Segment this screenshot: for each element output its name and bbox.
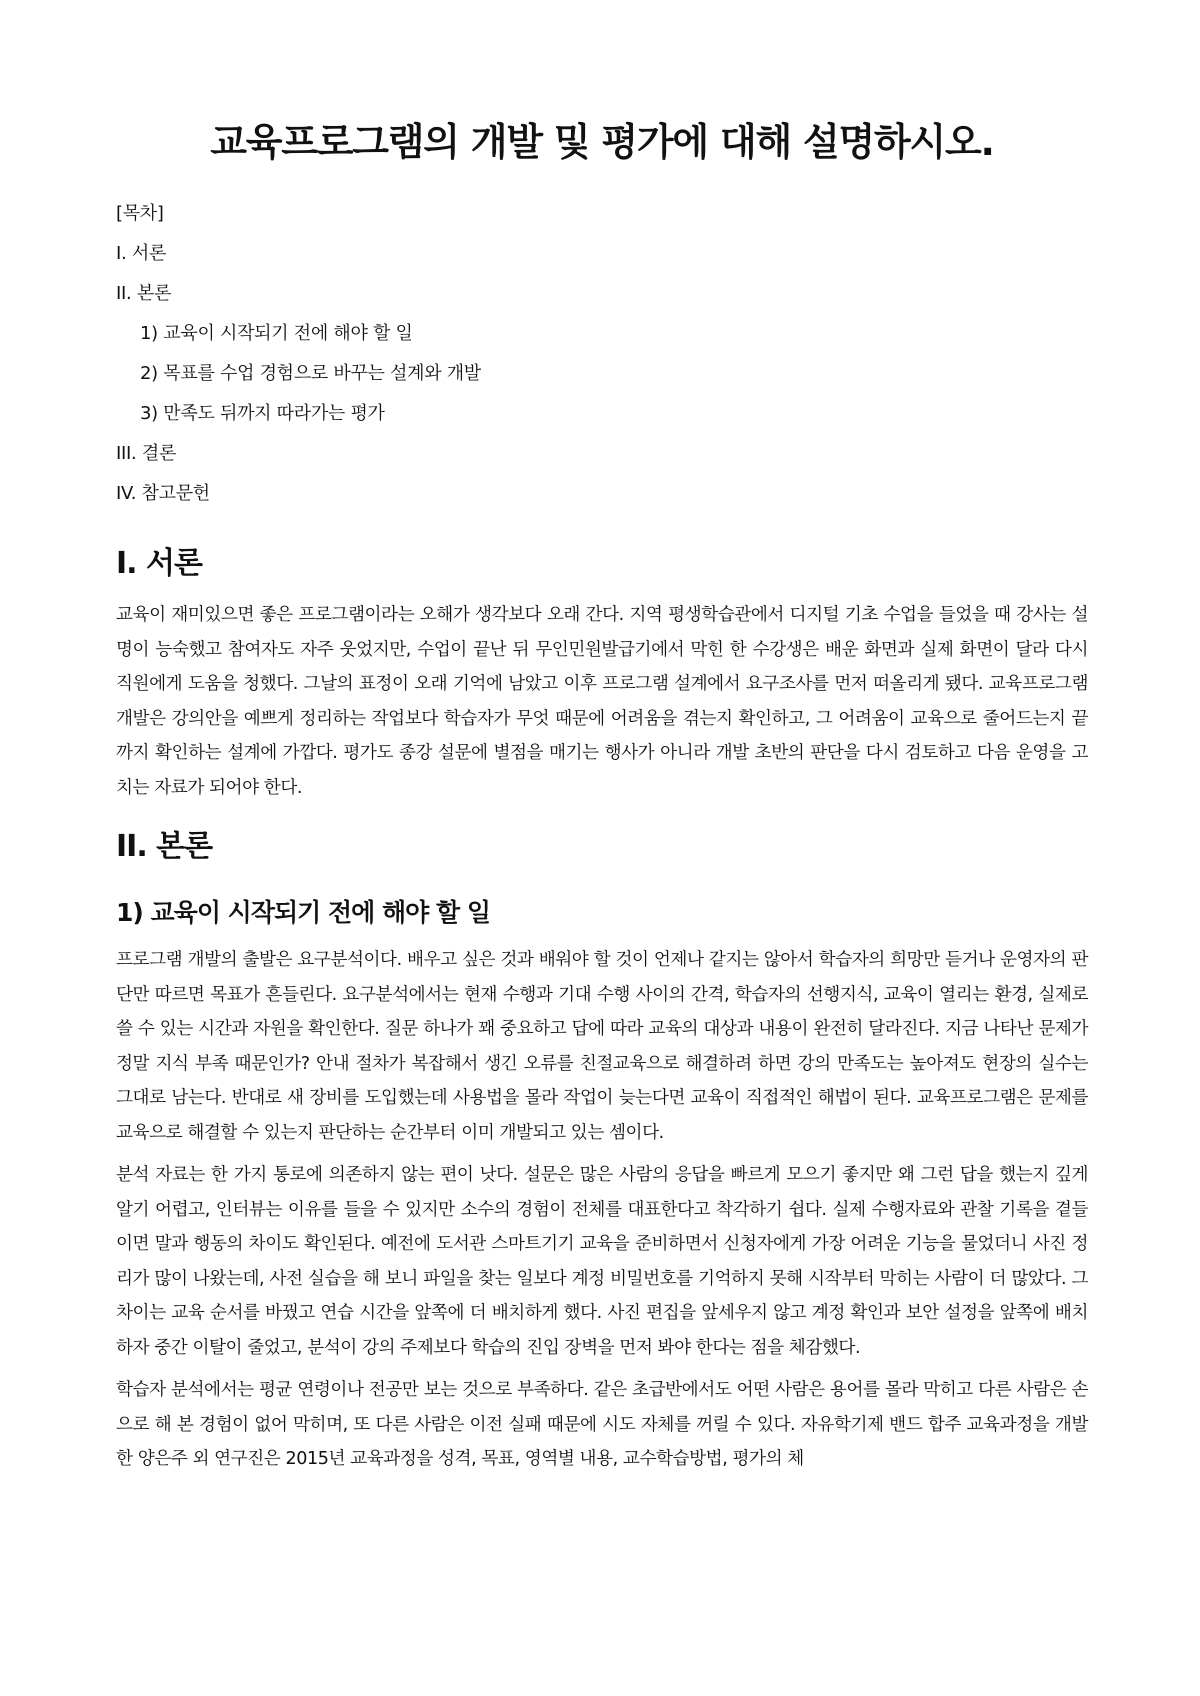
- toc-item-body-section-2: 2) 목표를 수업 경험으로 바꾸는 설계와 개발: [140, 363, 481, 384]
- section-1-paragraph-3: 학습자 분석에서는 평균 연령이나 전공만 보는 것으로 부족하다. 같은 초급반에서도 어떤 사람은 용어를 몰라 막히고 다른 사람은 손으로 해 본 경험이 없어 막히며, 또 다른 사람은 이전 실패 때문에 시도 자체를 꺼릴 수 있다. 자유학기제 밴드 합주 교육과정을 개발한 양은주 외 연구진은 2015년 교육과정을 성격, 목표, 영역별 내용, 교수학습방법, 평가의 체: [116, 1380, 1088, 1469]
- section-1-heading: 1) 교육이 시작되기 전에 해야 할 일: [116, 898, 490, 927]
- table-of-contents: [116, 194, 1088, 514]
- section-1-paragraph-1: 프로그램 개발의 출발은 요구분석이다. 배우고 싶은 것과 배워야 할 것이 언제나 같지는 않아서 학습자의 희망만 듣거나 운영자의 판단만 따르면 목표가 흔들린다. 요구분석에서는 현재 수행과 기대 수행 사이의 간격, 학습자의 선행지식, 교육이 열리는 환경, 실제로 쓸 수 있는 시간과 자원을 확인한다. 질문 하나가 꽤 중요하고 답에 따라 교육의 대상과 내용이 완전히 달라진다. 지금 나타난 문제가 정말 지식 부족 때문인가? 안내 절차가 복잡해서 생긴 오류를 친절교육으로 해결하려 하면 강의 만족도는 높아져도 현장의 실수는 그대로 남는다. 반대로 새 장비를 도입했는데 사용법을 몰라 작업이 늦는다면 교육이 직접적인 해법이 된다. 교육프로그램은 문제를 교육으로 해결할 수 있는지 판단하는 순간부터 이미 개발되고 있는 셈이다.: [116, 950, 1089, 1143]
- toc-item-conclusion: III. 결론: [116, 443, 177, 464]
- toc-item-body: II. 본론: [116, 283, 172, 304]
- document-title: 교육프로그램의 개발 및 평가에 대해 설명하시오.: [210, 120, 994, 164]
- toc-item-references: IV. 참고문헌: [116, 483, 210, 504]
- introduction-heading: I. 서론: [116, 546, 202, 581]
- toc-heading: [목차]: [116, 203, 164, 224]
- body-heading: II. 본론: [116, 829, 213, 864]
- introduction-paragraph: 교육이 재미있으면 좋은 프로그램이라는 오해가 생각보다 오래 간다. 지역 평생학습관에서 디지털 기초 수업을 들었을 때 강사는 설명이 능숙했고 참여자도 자주 웃었지만, 수업이 끝난 뒤 무인민원발급기에서 막힌 한 수강생은 배운 화면과 실제 화면이 달라 다시 직원에게 도움을 청했다. 그날의 표정이 오래 기억에 남았고 이후 프로그램 설계에서 요구조사를 먼저 떠올리게 됐다. 교육프로그램 개발은 강의안을 예쁘게 정리하는 작업보다 학습자가 무엇 때문에 어려움을 겪는지 확인하고, 그 어려움이 교육으로 줄어드는지 끝까지 확인하는 설계에 가깝다. 평가도 종강 설문에 별점을 매기는 행사가 아니라 개발 초반의 판단을 다시 검토하고 다음 운영을 고치는 자료가 되어야 한다.: [116, 605, 1089, 798]
- section-1-paragraph-2: 분석 자료는 한 가지 통로에 의존하지 않는 편이 낫다. 설문은 많은 사람의 응답을 빠르게 모으기 좋지만 왜 그런 답을 했는지 깊게 알기 어렵고, 인터뷰는 이유를 들을 수 있지만 소수의 경험이 전체를 대표한다고 착각하기 쉽다. 실제 수행자료와 관찰 기록을 곁들이면 말과 행동의 차이도 확인된다. 예전에 도서관 스마트기기 교육을 준비하면서 신청자에게 가장 어려운 기능을 물었더니 사진 정리가 많이 나왔는데, 사전 실습을 해 보니 파일을 찾는 일보다 계정 비밀번호를 기억하지 못해 시작부터 막히는 사람이 더 많았다. 그 차이는 교육 순서를 바꿨고 연습 시간을 앞쪽에 더 배치하게 했다. 사진 편집을 앞세우지 않고 계정 확인과 보안 설정을 앞쪽에 배치하자 중간 이탈이 줄었고, 분석이 강의 주제보다 학습의 진입 장벽을 먼저 봐야 한다는 점을 체감했다.: [116, 1165, 1088, 1358]
- toc-item-introduction: I. 서론: [116, 243, 167, 264]
- toc-item-body-section-1: 1) 교육이 시작되기 전에 해야 할 일: [140, 323, 413, 344]
- toc-item-body-section-3: 3) 만족도 뒤까지 따라가는 평가: [140, 403, 385, 424]
